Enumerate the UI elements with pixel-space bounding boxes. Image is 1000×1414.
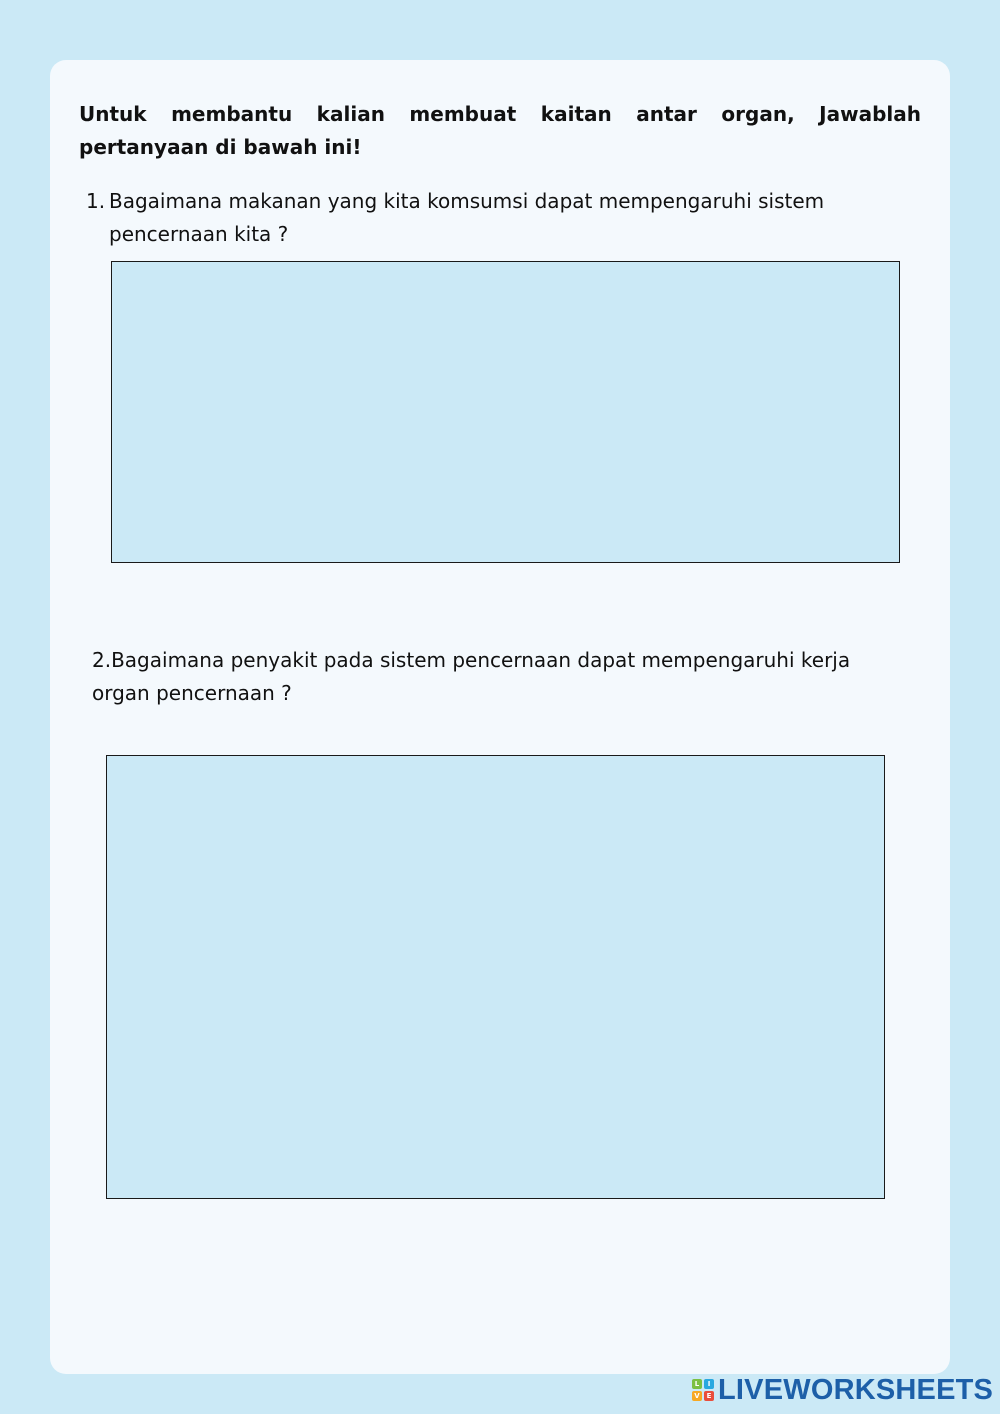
- liveworksheets-brand: [692, 1375, 993, 1405]
- liveworksheets-logo-icon: L I V E: [692, 1379, 714, 1401]
- question-2-text: 2.Bagaimana penyakit pada sistem pencernaan dapat mempengaruhi kerja organ pencernaan ?: [92, 648, 851, 705]
- instruction-text: Untuk membantu kalian membuat kaitan antar organ, Jawablah pertanyaan di bawah ini!: [79, 102, 921, 159]
- answer-box-1[interactable]: [111, 261, 900, 563]
- answer-box-2[interactable]: [106, 755, 885, 1199]
- question-1-number: 1.: [86, 189, 106, 213]
- question-1-text: Bagaimana makanan yang kita komsumsi dapat mempengaruhi sistem pencernaan kita ?: [109, 189, 825, 246]
- question-1: [86, 185, 886, 251]
- liveworksheets-logo-text: LIVEWORKSHEETS: [718, 1373, 994, 1406]
